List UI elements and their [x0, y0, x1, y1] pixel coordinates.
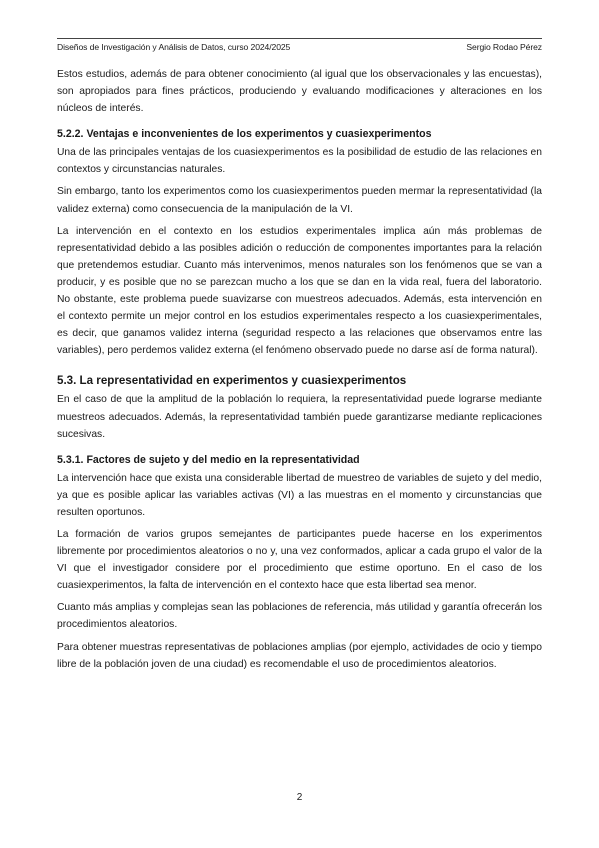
document-body [57, 66, 542, 678]
paragraph-intro: Estos estudios, además de para obtener conocimiento (al igual que los observacionales y las encuestas), son apropiados para fines prácticos, produciendo y evaluando modificaciones y alteraciones en los núcleos de interés. [57, 69, 542, 115]
paragraph-intervention: La intervención en el contexto en los estudios experimentales implica aún más problemas de representatividad debido a las posibles adición o reducción de componentes importantes para la relación que pretendemos estudiar. Cuanto más intervenimos, menos naturales son los fenómenos que se van a producir, y es posible que no se parezcan mucho a los que se dan en la vida real, fuera del laboratorio. No obstante, este problema puede suavizarse con muestreos adecuados. Además, esta intervención en el contexto permite un mejor control en los estudios experimentales respecto a los cuasiexperimentales, es decir, que ganamos validez interna (seguridad respecto a las relaciones que observamos entre las variables), pero perdemos validez externa (el fenómeno observado puede no darse así de forma natural). [57, 225, 542, 357]
paragraph-sampling: En el caso de que la amplitud de la población lo requiera, la representatividad puede lograrse mediante muestreos adecuados. Además, la representatividad también puede garantizarse mediante replicaciones sucesivas. [57, 394, 542, 440]
header-course-title: Diseños de Investigación y Análisis de Datos, curso 2024/2025 [57, 42, 291, 52]
paragraph-subject-factors: La intervención hace que exista una considerable libertad de muestreo de variables de sujeto y del medio, ya que es posible aplicar las variables activas (VI) a las muestras en el momento y circunstancias que resulten oportunos. [57, 472, 542, 518]
page-number: 2 [296, 792, 303, 803]
header-author: Sergio Rodao Pérez [466, 42, 542, 52]
paragraph-random-samples: Para obtener muestras representativas de poblaciones amplias (por ejemplo, actividades de ocio y tiempo libre de la población joven de una ciudad) es recomendable el uso de procedimientos aleatorios. [57, 641, 542, 670]
paragraph-advantages: Una de las principales ventajas de los cuasiexperimentos es la posibilidad de estudio de las relaciones en contextos y circunstancias naturales. [57, 147, 542, 176]
section-heading-5-3: 5.3. La representatividad en experimentos y cuasiexperimentos [57, 374, 407, 388]
paragraph-populations: Cuanto más amplias y complejas sean las poblaciones de referencia, más utilidad y garantía ofrecerán los procedimientos aleatorios. [57, 602, 542, 631]
running-header [57, 38, 542, 52]
paragraph-representativity: Sin embargo, tanto los experimentos como los cuasiexperimentos pueden mermar la representatividad (la validez externa) como consecuencia de la manipulación de la VI. [57, 186, 542, 215]
section-heading-5-3-1: 5.3.1. Factores de sujeto y del medio en la representatividad [57, 453, 360, 466]
section-heading-5-2-2: 5.2.2. Ventajas e inconvenientes de los experimentos y cuasiexperimentos [57, 128, 432, 141]
paragraph-groups: La formación de varios grupos semejantes de participantes puede hacerse en los experimentos libremente por procedimientos aleatorios o no y, una vez conformados, aplicar a cada grupo el valor de la VI que el investigador considere por el procedimiento que estime oportuno. En el caso de los cuasiexperimentos, la falta de intervención en el contexto hace que esta libertad sea menor. [57, 528, 542, 592]
